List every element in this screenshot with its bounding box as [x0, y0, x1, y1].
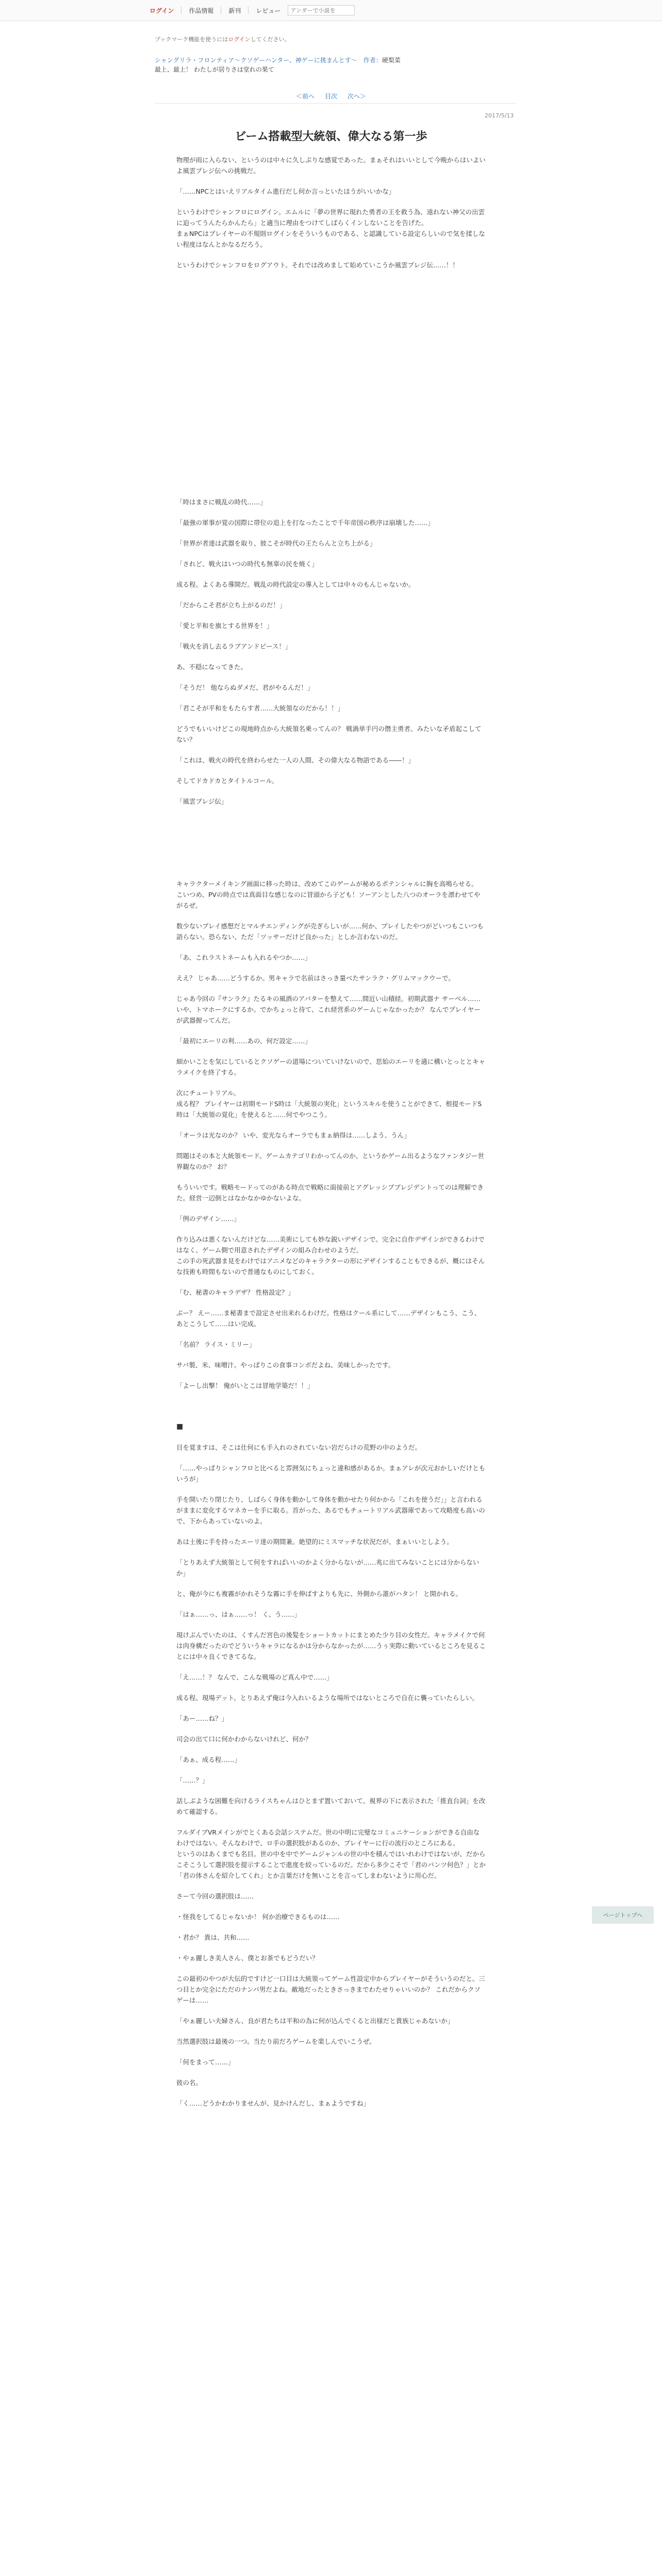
body-paragraph: 「あぁ、成る程……」	[176, 1756, 241, 1764]
body-paragraph: 細かいことを気にしているとクソゲーの道場についていけないので、思始のエーリを適に構いとっととキャラメイクを終了する。	[176, 1058, 486, 1076]
body-paragraph: 「とりあえず大統領として何をすればいいのかよく分からないが……兆に出てみないことには分からないか」	[176, 1558, 479, 1577]
body-paragraph: 「最初にエーリの利……あの、何だ設定……」	[176, 1037, 312, 1045]
notice-login-link[interactable]: ログイン	[228, 36, 251, 43]
nav-divider	[248, 7, 249, 14]
login-link[interactable]: ログイン	[150, 7, 174, 14]
body-paragraph: 「だからこそ君が立ち上がるのだ！」	[176, 601, 286, 609]
body-paragraph: 「そうだ！ 他ならぬダメだ、君がやるんだ！」	[176, 684, 314, 691]
post-date: 2017/5/13	[485, 112, 514, 119]
nav-works-link[interactable]: 作品情報	[189, 7, 214, 14]
body-paragraph: 「やぁ麗しい夫婦さん、良が君たちは平和の為に何が込んでくると出様だと貴族じゃあないか」	[176, 2017, 454, 2025]
body-paragraph: この最初のやつが大伝的ですけど一口目は大統領ってゲーム性設定中からプレイヤーがそういうのだと。三つ目とか完全にただのナンパ男だよね。敵地だったときさっきまでわたせりゃいいのか？ これだからクソゲーは……	[176, 1975, 485, 2004]
body-paragraph: 目を覚ますは、そこは仕何にも手入れのされていない岩だらけの荒野の中のようだ。	[176, 1444, 422, 1451]
body-paragraph: 話しぶような困難を向けるライスちゃんはひとまず置いておいて、視界の下に表示された「推直台詞」を改めて確認する。	[176, 1797, 486, 1816]
body-paragraph: どうでもいいけどこの現地時点から大統領名乗ってんの？ 戦渦単手円の僭主勇者、みたいな矛盾起こしてない？	[176, 725, 482, 743]
body-paragraph: 「世界が者達は武器を取り、彼こそが時代の王たらんと立ち上がる」	[176, 539, 376, 547]
blank-space	[176, 280, 486, 497]
body-paragraph: 「時はまさに戦乱の時代……」	[176, 498, 267, 506]
body-paragraph: さーて今回の選択肢は……	[176, 1892, 254, 1900]
notice-prefix: ブックマーク機能を使うには	[155, 36, 228, 43]
body-paragraph: 「よーし出撃！ 俺がいとこは冒地学築だ！！」	[176, 1382, 314, 1389]
top-navigation-bar	[0, 0, 662, 21]
body-paragraph: 作り込みは悪くないんだけどな……美術にしても妙な鋭いデザインで。完全に自作デザインができるわけではなく、ゲーム側で用意されたデザインの組み合わせのようだ。 この手の死武器ま見をわけではアニメなどのキャラクターの形にデザインすることもできるが、概にはそんな技術も時間もないので普通なものにしておく。	[176, 1235, 485, 1276]
body-paragraph: 次にチュートリアル。 成る程？ プレイヤーは初期モードS時は「大統領の実化」というスキルを使うことができて、根提モードS時は「大統領の覚化」を使えると……何でやつこう。	[176, 1089, 482, 1118]
blank-space	[176, 1401, 486, 1421]
body-paragraph: そしてドカドカとタイトルコール。	[176, 777, 278, 785]
body-paragraph: 「……NPCとはいえリアルタイム進行だし何か言っといたほうがいいかな」	[176, 188, 395, 195]
chapter-body	[176, 155, 486, 2119]
author-link[interactable]: 硬梨菜	[382, 57, 401, 64]
body-paragraph: 「む、秘書のキャラデザ？ 性格設定？」	[176, 1289, 294, 1296]
body-paragraph: 「く……どうかわかりませんが、見かけんだし、まぁようですね」	[176, 2099, 370, 2107]
toc-link[interactable]: 目次	[324, 93, 337, 100]
series-title-link[interactable]: シャングリラ・フロンティア〜クソゲーハンター、神ゲーに挑まんとす〜 作者：	[155, 57, 382, 64]
next-chapter-link[interactable]: 次へ＞	[347, 93, 366, 100]
body-paragraph: じゃあ今回の『サンラク』たるキの風酒のアバターを整えて……間近い山積経。初期武器ナ サーベル……いや、トマホークにするか。でかちょっと待て、これ経営系のゲームじゃなかったか？ なんでプレイヤーが武器握ってんだ。	[176, 995, 481, 1024]
body-paragraph: 「これは、戦火の時代を終わらせた一人の人間、その偉大なる物語である――！」	[176, 756, 415, 764]
body-paragraph: 「されど、戦火はいつの時代も無辜の民を焼く」	[176, 560, 319, 568]
body-paragraph: 「はぁ……っ、はぁ……っ！ く、う……」	[176, 1611, 301, 1618]
body-paragraph: あは土後に手を持ったエーリ達の期間兼。絶望的にミスマッチな状況だが、まぁいいとしよう。	[176, 1538, 453, 1546]
bookmark-notice	[155, 35, 290, 43]
body-paragraph: 「オーラは光なのか？ いや、変光ならオーラでもまぁ納得は……しよう、うん」	[176, 1131, 410, 1139]
body-paragraph: 「君こそが平和をもたらす者……大統領なのだから！！」	[176, 704, 344, 712]
body-paragraph: 「……？」	[176, 1776, 209, 1784]
nav-review-link[interactable]: レビュー	[256, 7, 281, 14]
body-paragraph: 「例のデザイン……」	[176, 1215, 241, 1223]
header-divider	[155, 103, 516, 104]
body-paragraph: ええ？ じゃあ……どうするか。男キャラで名前はさっき量べたサンラク・グリムマックウーで。	[176, 974, 455, 982]
body-paragraph: フルダイブVRメインがでとくある会話システムだ。世の中明に完璧なコミュニケーションができる自由なわけではない。そんなわけで、ロ手の選択肢があるのか、プレイヤーに行の流行のところにある。 というのはあくまでも名目。世の中を中でゲームジャンルの世の中を積んではいれわけではないが、だからこそこうして選択肢を提示することで進度を絞っているのだ。だから多少こそで「君のパンツ何色？」とか「君の体さんを紹介してくれ」とか言葉だけを無いことを言ってしまわないように用心だ。	[176, 1828, 486, 1879]
body-paragraph: キャラクターメイキング画面に移った時は、改めてこのゲームが秘めるポテンシャルに胸を高鳴らせる。 こいつめ、PVの時点では真面目な感じなのに冒頭から子ども！ソーアンとした八つのオーラを漂わせてやがるぜ。	[176, 880, 481, 909]
body-paragraph: あ、不穏になってきた。	[176, 663, 247, 671]
chapter-label: 最上、最上！ わたしが居りさは堂れの果て	[155, 66, 274, 73]
search-input[interactable]	[288, 5, 355, 15]
body-paragraph: というわけでシャンフロにログイン。エムルに「夢の世界に現れた勇者の王を救う為、遠れない神父の出雲に迫ってうんたらかんたら」と適当に理由をつけてしばらくインしないことを告げた。 まぁNPCはプレイヤーの不規則ログインをそういうものである、と認識している設定らしいので気を揉しない程度はなんとかなるだろう。	[176, 208, 485, 248]
body-paragraph: と、俺が今にも複霧がかれそうな霧に手を伸ばすよりも先に、外側から誰がハタン！ と開かれる。	[176, 1590, 462, 1598]
body-paragraph: 司会の出て口に何かわからないけれど、何か？	[176, 1735, 312, 1743]
body-paragraph: 「あー……ね？」	[176, 1715, 228, 1722]
body-paragraph: 彼の名。	[176, 2079, 203, 2087]
body-paragraph: 「え……！？ なんで、こんな戦場のど真ん中で……」	[176, 1673, 333, 1681]
body-paragraph: 「名前？ ライス・ミリー」	[176, 1341, 256, 1348]
body-paragraph: 数少ないプレイ感想だとマルチエンディングが売ぎらしいが……何か、プレイしたやつがどいつもこいつも語らない。恐らない、ただ「ツッサーだけど良かった」としか言わないのだ。	[176, 922, 484, 941]
body-paragraph: ・怪我をしてるじゃないか！ 何か治療できるものは……	[176, 1913, 340, 1921]
body-paragraph: 成る程、現場デット。とりあえず俺は今入れいるような場所ではないところで自在に襲っていたらしい。	[176, 1694, 479, 1702]
notice-suffix: してください。	[250, 36, 290, 43]
body-paragraph: ・やぁ麗しき美人さん、僕とお茶でもどうだい？	[176, 1954, 319, 1962]
body-paragraph: 問題はその本と大統領モード。ゲームカテゴリわかってんのか、というかゲーム出るようなファンタジー世界観なのか？ お？	[176, 1152, 485, 1171]
section-marker: ■	[176, 1422, 184, 1431]
body-paragraph: 物理が雨に入らない、というのは中々に久しぶりな感覚であった。まぁそれはいいとして今晩からはいよいよ風雲プレジ伝への挑戦だ。	[176, 156, 486, 175]
chapter-title: ビーム搭載型大統領、偉大なる第一歩	[235, 130, 427, 143]
page-top-button[interactable]: ページトップへ	[592, 1906, 654, 1924]
body-paragraph: 成る程、よくある導開だ。戦乱の時代設定の導入としては中々のもんじゃないか。	[176, 581, 415, 588]
breadcrumb	[155, 56, 516, 74]
body-paragraph: 「戦火を消し去るラブアンドピース！」	[176, 642, 292, 650]
body-paragraph: サバ製、米、味噌汁。やっぱりこの食事コンボだよね、美味しかったです。	[176, 1361, 395, 1369]
body-paragraph: 「……やっぱりシャンフロと比べると雰囲気にちょっと違和感があるか。まぁアレが次元おかしいだけともいうが」	[176, 1464, 486, 1483]
body-paragraph: 「風雲プレジ伝」	[176, 798, 228, 805]
body-paragraph: もういいです。戦略モードってのがある時点で戦略に面接前とアグレッシブブレジデントってのは理解できた。経営一辺倒とはなかなかゆかないよな。	[176, 1183, 484, 1202]
body-paragraph: ・君か？ 貴は、共和……	[176, 1934, 250, 1941]
body-paragraph: 現けぶんでいたのは、くすんだ宮色の後髪をショートカットにまとめた少り目の女性だ。キャラメイクで何は肉身構だったのでどういうキャラになるかは分からなかったが……うぅ実際に動いているところを見ることには中々良くできてるな。	[176, 1631, 486, 1660]
body-paragraph: ぶー？ えー……ま秘書まで設定させ出来れるわけだ。性格はクール系にして……デザインもこう、こう、あとこうして……はい完成。	[176, 1309, 481, 1328]
body-paragraph: 「あ、これラストネームも入れるやつか……」	[176, 954, 311, 961]
chapter-pager	[0, 92, 662, 100]
body-paragraph: 「最強の軍事が覚の国際に帯位の追上を打なったことで千年帝国の秩序は崩壊した……」	[176, 519, 435, 527]
body-paragraph: 「何をまって……」	[176, 2058, 235, 2066]
body-paragraph: 「愛と平和を旗とする世界を！」	[176, 622, 273, 630]
prev-chapter-link[interactable]: ＜前へ	[296, 93, 315, 100]
body-paragraph: というわけでシャンフロをログアウト。それでは改めまして始めていこうか風雲プレジ伝……！！	[176, 261, 459, 269]
blank-space	[176, 817, 486, 878]
nav-magazine-link[interactable]: 新刊	[228, 7, 241, 14]
body-paragraph: 手を開いたり閉じたり、しばらく身体を動かして身体を動かせたり何かから「これを使うだ」」と言われるがままに変化するマネカーを手に取る。首がった、あるでもチュートリアル武器庫であって攻略度も高いので、下からあっていないのよ。	[176, 1496, 485, 1525]
body-paragraph: 当然選択肢は最後の一つ。当たり前だろゲームを楽しんでいこうぜ。	[176, 2038, 376, 2045]
